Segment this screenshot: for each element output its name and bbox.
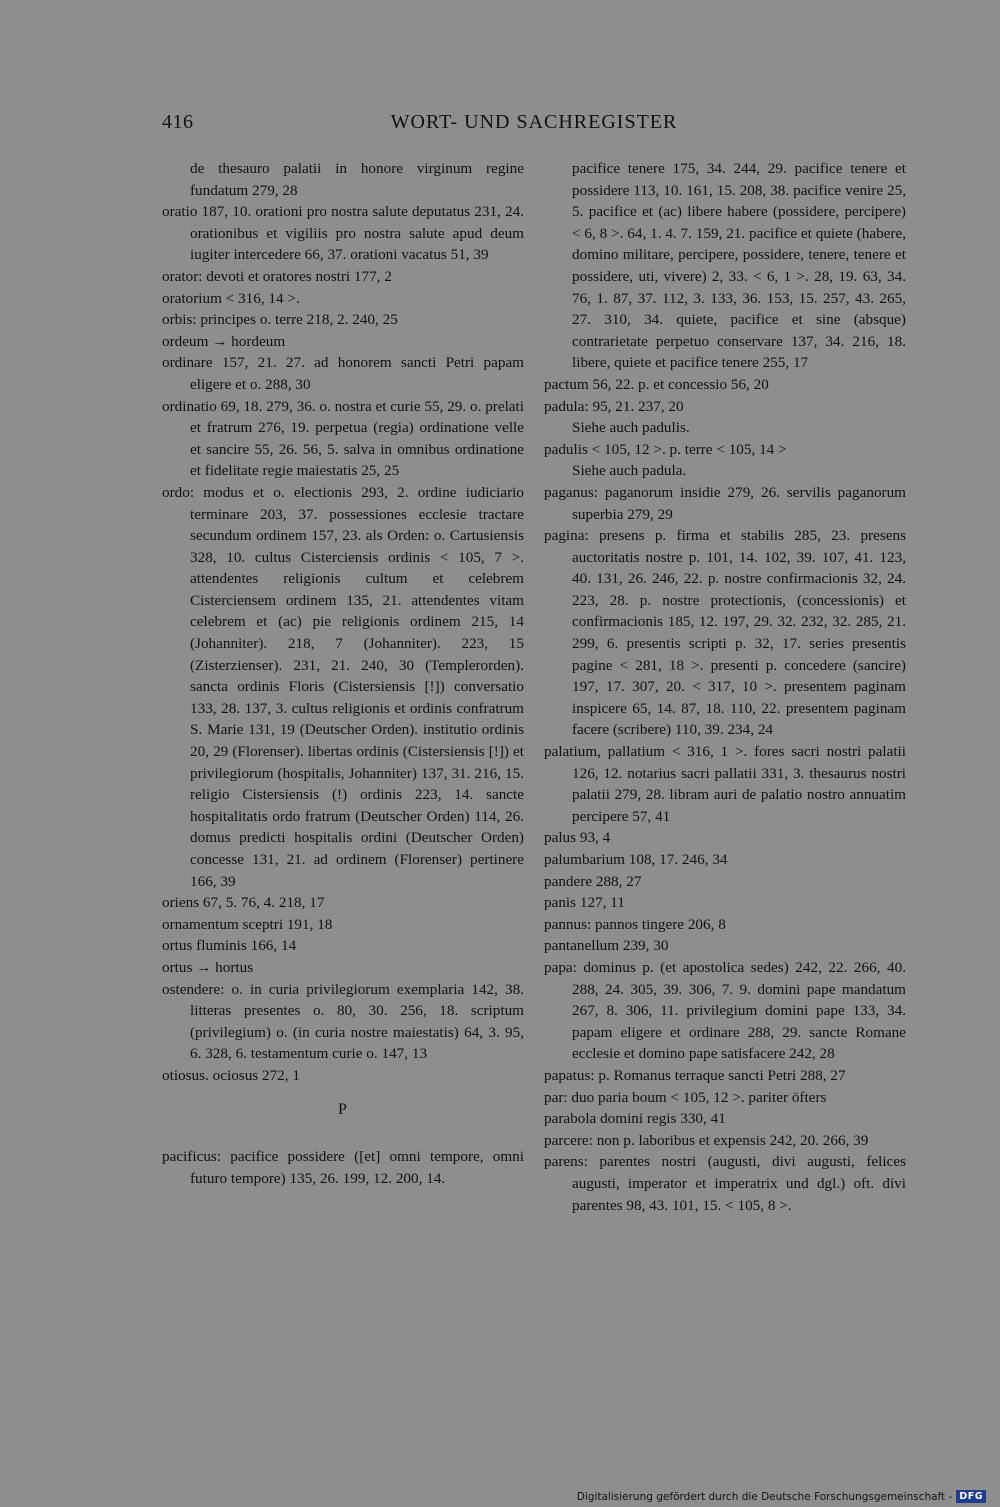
left-entries-after: [162, 1146, 524, 1189]
index-entry: parabola domini regis 330, 41: [544, 1110, 726, 1128]
index-entry: de thesauro palatii in honore virginum regine fundatum 279, 28: [190, 160, 524, 199]
index-entry: pantanellum 239, 30: [544, 937, 669, 955]
left-entries: [162, 158, 524, 1087]
funding-note: Digitalisierung gefördert durch die Deutsche Forschungsgemeinschaft -: [576, 1490, 953, 1503]
index-entry: ordinare 157, 21. 27. ad honorem sancti Petri papam eligere et o. 288, 30: [162, 354, 524, 393]
index-entry: otiosus. ociosus 272, 1: [162, 1066, 300, 1084]
index-entry: pacificus: pacifice possidere ([et] omni tempore, omni futuro tempore) 135, 26. 199, 12. 200, 14.: [162, 1148, 524, 1187]
index-entry: panis 127, 11: [544, 894, 625, 912]
index-entry: palumbarium 108, 17. 246, 34: [544, 851, 728, 868]
index-entry: papa: dominus p. (et apostolica sedes) 242, 22. 266, 40. 288, 24. 305, 39. 306, 7. 9. domini pape mandatum 267, 8. 306, 11. privilegium domini pape 133, 34. papam eligere et ordinare 288, 29. sancte Romane ecclesie et domino pape satisfacere 242, 28: [544, 958, 906, 1063]
index-entry: papatus: p. Romanus terraque sancti Petri 288, 27: [544, 1066, 846, 1084]
index-entry: padulis < 105, 12 >. p. terre < 105, 14 >: [544, 440, 787, 458]
index-entry: oriens 67, 5. 76, 4. 218, 17: [162, 894, 325, 912]
left-column: [162, 158, 524, 1189]
index-entry: parens: parentes nostri (augusti, divi augusti, felices augusti, imperator et imperatrix und dgl.) oft. divi parentes 98, 43. 101, 15. < 105, 8 >.: [544, 1153, 906, 1214]
section-letter: P: [338, 1100, 348, 1118]
index-entry: pannus: pannos tingere 206, 8: [544, 915, 726, 933]
footer: [577, 1490, 986, 1503]
index-entry: oratorium < 316, 14 >.: [162, 289, 300, 307]
index-entry: par: duo paria boum < 105, 12 >. pariter öfters: [544, 1088, 827, 1106]
index-entry: Siehe auch padula.: [572, 462, 687, 480]
index-entry: ornamentum sceptri 191, 18: [162, 915, 333, 933]
index-entry: orator: devoti et oratores nostri 177, 2: [162, 267, 392, 285]
running-head: WORT- UND SACHREGISTER: [390, 111, 678, 133]
index-entry: Siehe auch padulis.: [572, 419, 690, 437]
index-entry: pactum 56, 22. p. et concessio 56, 20: [544, 375, 769, 393]
index-entry: ortus fluminis 166, 14: [162, 937, 297, 955]
index-entry: paganus: paganorum insidie 279, 26. servilis paganorum superbia 279, 29: [544, 483, 906, 523]
index-entry: padula: 95, 21. 237, 20: [544, 397, 684, 415]
index-entry: ostendere: o. in curia privilegiorum exemplaria 142, 38. litteras presentes o. 80, 30. 256, 18. scriptum (privilegium) o. (in curia nostre maiestatis) 64, 3. 95, 6. 328, 6. testamentum curie o. 147, 13: [162, 980, 524, 1063]
index-entry: ordinatio 69, 18. 279, 36. o. nostra et curie 55, 29. o. prelati et fratrum 276, 19. perpetua (regia) ordinatione velle et sancire 55, 26. 56, 5. salva in omnibus ordinatione et fidelitate regie maiestatis 25, 25: [162, 397, 524, 480]
index-entry: orbis: principes o. terre 218, 2. 240, 25: [162, 311, 398, 329]
index-entry: ortus → hortus: [162, 958, 254, 976]
index-entry: pacifice tenere 175, 34. 244, 29. pacifice tenere et possidere 113, 10. 161, 15. 208, 38. pacifice venire 25, 5. pacifice et (ac) libere habere (possidere, percipere) < 6, 8 >. 64, 1. 4. 7. 159, 21. pacifice et quiete (habere, domino militare, percipere, possidere, tenere, tenere et possidere, uti, vivere) 2, 33. < 6, 1 >. 28, 19. 63, 34. 76, 1. 87, 37. 112, 3. 133, 36. 153, 15. 257, 43. 265, 27. 310, 34. quiete, pacifice et sine (absque) contrarietate perpetuo conservare 137, 34. 216, 18. libere, quiete et pacifice tenere 255, 17: [572, 160, 906, 372]
index-entry: palus 93, 4: [544, 829, 611, 847]
index-entry: oratio 187, 10. orationi pro nostra salute deputatus 231, 24. orationibus et vigiliis pro nostra salute apud deum iugiter intercedere 66, 37. orationi vacatus 51, 39: [162, 203, 524, 264]
index-entry: ordeum → hordeum: [162, 332, 286, 350]
index-entry: palatium, pallatium < 316, 1 >. fores sacri nostri palatii 126, 12. notarius sacri pallatii 331, 3. thesaurus nostri palatii 279, 28. libram auri de palatio nostro annuatim percipere 57, 41: [544, 743, 906, 825]
index-entry: parcere: non p. laboribus et expensis 242, 20. 266, 39: [544, 1131, 869, 1149]
index-entry: pandere 288, 27: [544, 872, 642, 890]
dfg-logo: DFG: [956, 1490, 986, 1503]
index-entry: pagina: presens p. firma et stabilis 285, 23. presens auctoritatis nostre p. 101, 14. 102, 39. 107, 41. 123, 40. 131, 26. 246, 22. p. nostre confirmacionis 32, 24. 223, 28. p. nostre protectionis, (concessionis) et confirmacionis 185, 12. 197, 29. 32. 232, 32. 285, 21. 299, 6. presentis scripti p. 32, 17. series presentis pagine < 281, 18 >. presenti p. concedere (sancire) 197, 17. 307, 20. < 317, 10 >. presentem paginam inspicere 65, 14. 87, 18. 110, 22. presentem paginam facere (scribere) 110, 39. 234, 24: [544, 527, 906, 739]
page-number: 416: [162, 111, 194, 133]
right-column: [544, 158, 906, 1216]
index-entry: ordo: modus et o. electionis 293, 2. ordine iudiciario terminare 203, 37. possessiones ecclesie tractare secundum ordinem 157, 23. als Orden: o. Cartusiensis 328, 10. cultus Cisterciensis ordinis < 105, 7 >. attendentes religionis cultum et celebrem Cisterciensem ordinem 135, 21. attendentes vitam celebrem et (ac) pie religionis ordinem 215, 14 (Johanniter). 218, 7 (Johanniter). 223, 15 (Zisterzienser). 231, 21. 240, 30 (Templerorden). sancta ordinis Floris (Cistersiensis [!]) conversatio 133, 28. 137, 3. cultus religionis et ordinis confratrum S. Marie 131, 19 (Deutscher Orden). institutio ordinis 20, 29 (Florenser). libertas ordinis (Cistersiensis [!]) et privilegiorum (hospitalis, Johanniter) 137, 31. 216, 15. religio Cistersiensis (!) ordinis 223, 14. sancte hospitalitatis ordo fratrum (Deutscher Orden) 114, 26. domus predicti hospitalis ordini (Deutscher Orden) concesse 131, 21. ad ordinem (Florenser) pertinere 166, 39: [162, 483, 524, 890]
